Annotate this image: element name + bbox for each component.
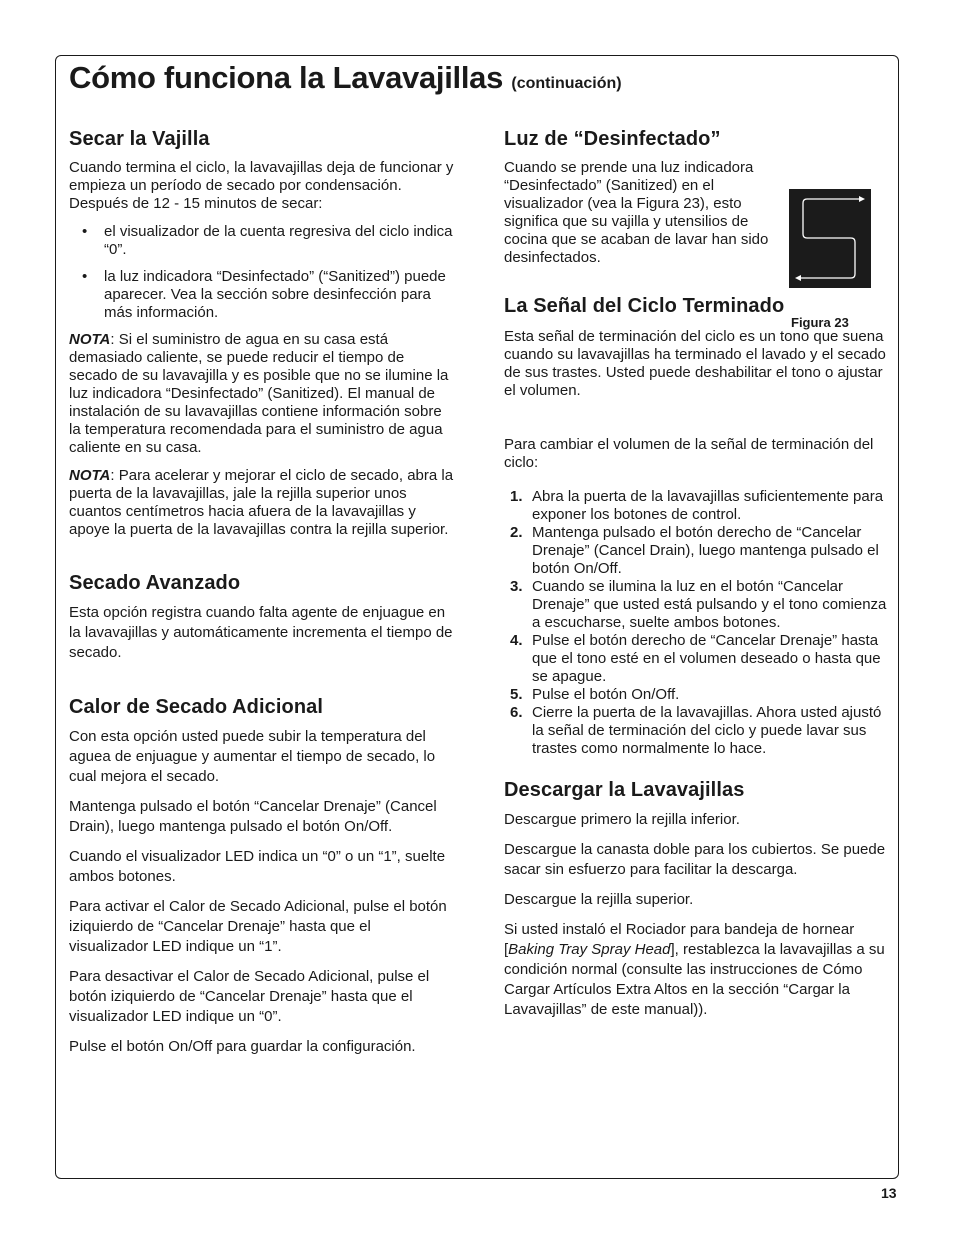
calor-paragraph: Para activar el Calor de Secado Adicional, pulse el botón iziquierdo de “Cancelar Drenaje” hasta que el visualizador LED indique un “1”. — [69, 898, 447, 955]
list-item: • el visualizador de la cuenta regresiva del ciclo indica “0”. — [82, 223, 453, 258]
heading-descargar: Descargar la Lavavajillas — [504, 779, 745, 801]
bullet-icon: • — [82, 223, 88, 240]
heading-secado-avanzado: Secado Avanzado — [69, 572, 241, 594]
heading-senal-ciclo: La Señal del Ciclo Terminado — [504, 295, 785, 317]
heading-secar-vajilla: Secar la Vajilla — [69, 128, 210, 150]
note-water-temperature: NOTA: Si el suministro de agua en su casa está demasiado caliente, se puede reducir el tiempo de secado de su lavavajilla y es posible que no se ilumine la luz indicadora “Desinfectado” (Sanitized). El manual de instalación de su lavavajillas contiene información sobre la temperatura recomendada para el suministro de agua caliente en su casa. — [69, 331, 449, 456]
calor-paragraph: Con esta opción usted puede subir la temperatura del aguea de enjuague y aumentar el tiempo de secado, lo cual mejora el secado. — [69, 728, 436, 785]
page-number: 13 — [881, 1185, 897, 1201]
calor-paragraph: Para desactivar el Calor de Secado Adicional, pulse el botón iziquierdo de “Cancelar Drenaje” hasta que el visualizador LED indique un “0”. — [69, 968, 430, 1025]
descargar-paragraph: Si usted instaló el Rociador para bandeja de hornear [Baking Tray Spray Head], restablezca la lavavajillas a su condición normal (consulte las instrucciones de Cómo Cargar Artículos Extra Altos en la sección “Cargar la Lavavajillas” de este manual)). — [504, 921, 885, 1018]
section-secado-avanzado — [69, 571, 454, 663]
descargar-paragraph: Descargue primero la rejilla inferior. — [504, 811, 740, 828]
senal-lead: Para cambiar el volumen de la señal de terminación del ciclo: — [504, 436, 874, 471]
page-subtitle: (continuación) — [511, 75, 622, 92]
section-secar-vajilla — [69, 127, 454, 539]
volume-steps-list — [504, 488, 889, 758]
secar-intro: Cuando termina el ciclo, la lavavajillas deja de funcionar y empieza un período de secado por condensación. Después de 12 - 15 minutos de secar: — [69, 159, 454, 212]
left-column — [69, 127, 454, 1067]
list-item: • la luz indicadora “Desinfectado” (“Sanitized”) puede aparecer. Vea la sección sobre desinfección para más información. — [82, 268, 446, 321]
page-title: Cómo funciona la Lavavajillas (continuación) — [69, 60, 622, 95]
list-item: 5. Pulse el botón On/Off. — [510, 686, 680, 703]
descargar-paragraph: Descargue la rejilla superior. — [504, 891, 694, 908]
sanitized-indicator-figure — [789, 189, 871, 288]
calor-paragraph: Mantenga pulsado el botón “Cancelar Drenaje” (Cancel Drain), luego mantenga pulsado el botón On/Off. — [69, 798, 437, 835]
bullet-icon: • — [82, 268, 88, 285]
list-item: 3. Cuando se ilumina la luz en el botón “Cancelar Drenaje” que usted está pulsando y el tono comienza a escucharse, suelte ambos botones. — [510, 578, 887, 631]
secado-avanzado-text: Esta opción registra cuando falta agente de enjuague en la lavavajillas y automáticamente incrementa el tiempo de secado. — [69, 604, 453, 661]
list-item: 4. Pulse el botón derecho de “Cancelar Drenaje” hasta que el tono esté en el volumen deseado o hasta que se apague. — [510, 632, 881, 685]
section-senal-ciclo — [504, 294, 889, 758]
calor-paragraph: Cuando el visualizador LED indica un “0” o un “1”, suelte ambos botones. — [69, 848, 446, 885]
list-item: 1. Abra la puerta de la lavavajillas suficientemente para exponer los botones de control. — [510, 488, 884, 523]
section-descargar — [504, 778, 889, 1020]
luz-desinfectado-text: Cuando se prende una luz indicadora “Desinfectado” (Sanitized) en el visualizador (vea la Figura 23), esto significa que su vajilla y utensilios de cocina que se acaban de lavar han sido desinfectados. — [504, 159, 769, 266]
descargar-paragraph: Descargue la canasta doble para los cubiertos. Se puede sacar sin esfuerzo para facilitar la descarga. — [504, 841, 886, 878]
list-item: 2. Mantenga pulsado el botón derecho de “Cancelar Drenaje” (Cancel Drain), luego mantenga pulsado el botón On/Off. — [510, 524, 879, 577]
calor-paragraph: Pulse el botón On/Off para guardar la configuración. — [69, 1038, 416, 1055]
section-calor-secado — [69, 695, 454, 1057]
heading-calor-secado: Calor de Secado Adicional — [69, 696, 324, 718]
secar-bullet-list — [69, 223, 454, 322]
note-accelerate-drying: NOTA: Para acelerar y mejorar el ciclo de secado, abra la puerta de la lavavajillas, jale la rejilla superior unos cuantos centímetros hacia afuera de la lavavajillas y apoye la puerta de la lavavajillas contra la rejilla superior. — [69, 467, 454, 538]
list-item: 6. Cierre la puerta de la lavavajillas. Ahora usted ajustó la señal de terminación del ciclo y puede lavar sus trastes como normalmente lo hace. — [510, 704, 882, 757]
figure-caption: Figura 23 — [791, 315, 849, 330]
heading-luz-desinfectado: Luz de “Desinfectado” — [504, 128, 721, 150]
sanitized-light-icon — [789, 189, 871, 288]
senal-intro: Esta señal de terminación del ciclo es un tono que suena cuando su lavavajillas ha terminado el lavado y el secado de sus trastes. Usted puede deshabilitar el tono o ajustar el volumen. — [504, 328, 886, 399]
